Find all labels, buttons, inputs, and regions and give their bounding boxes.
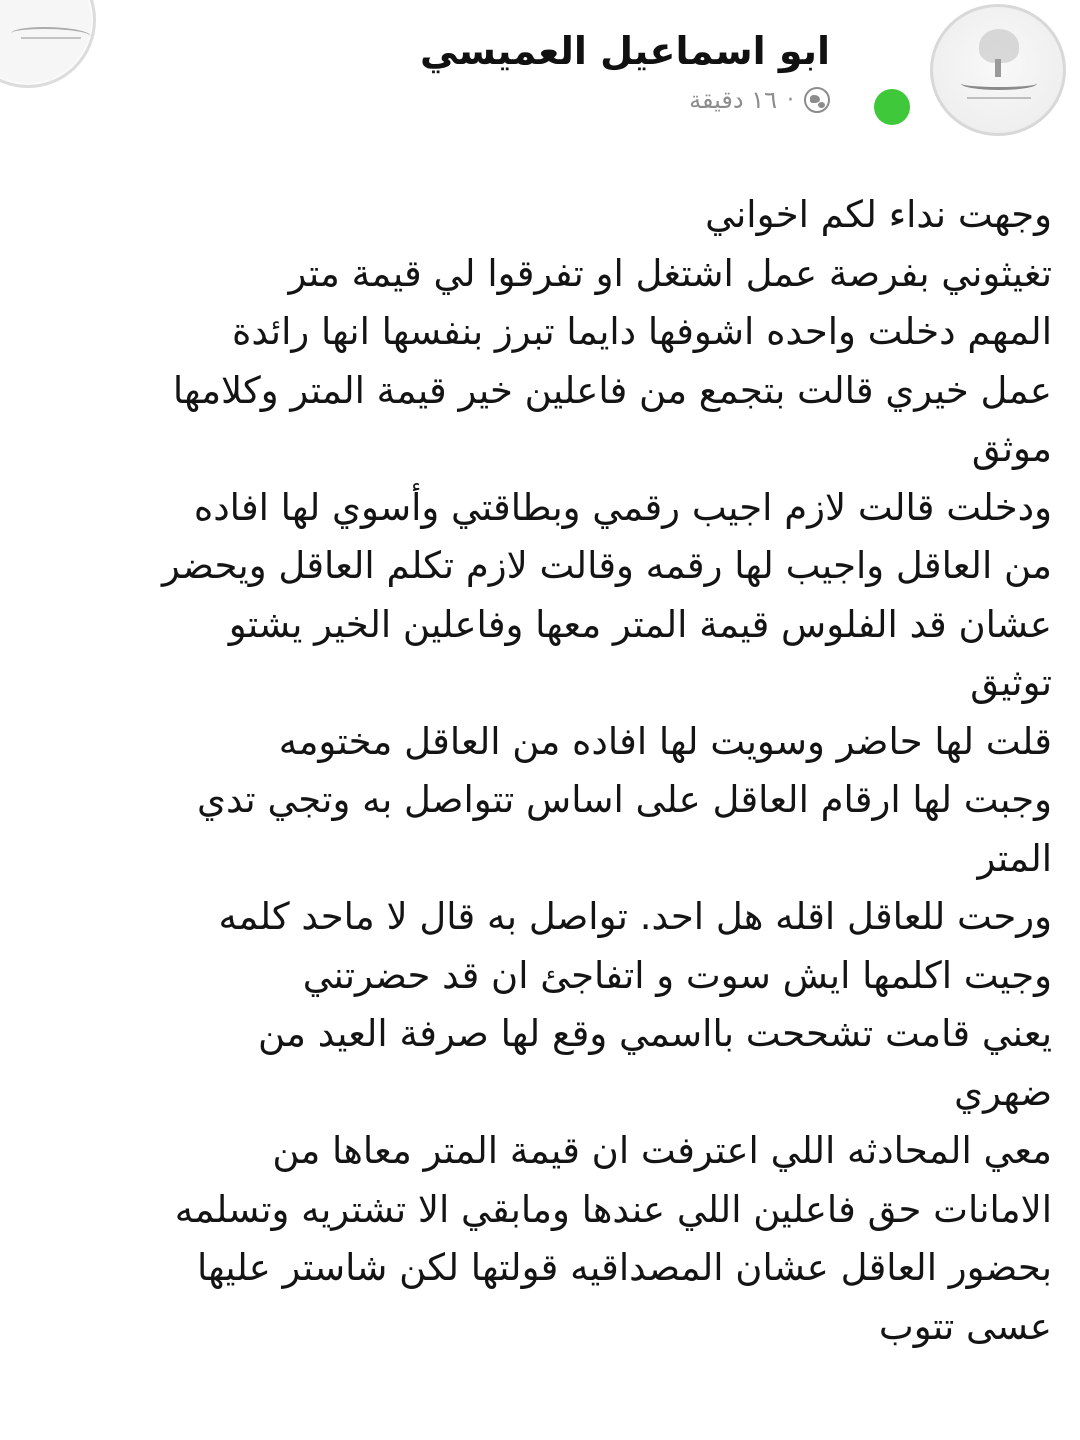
- post-text-line: موثق: [971, 427, 1052, 470]
- author-avatar[interactable]: [930, 4, 1066, 136]
- globe-icon: [804, 87, 830, 113]
- post-text-line: وجيت اكلمها ايش سوت و اتفاجئ ان قد حضرتني: [302, 953, 1052, 997]
- online-status-indicator: [874, 89, 910, 125]
- post-text-line: المتر: [977, 836, 1052, 880]
- post-text-line: عشان قد الفلوس قيمة المتر معها وفاعلين الخير يشتو: [228, 602, 1052, 646]
- meta-separator: ·: [787, 87, 794, 113]
- post-text-line: وجهت نداء لكم اخواني: [705, 193, 1052, 236]
- post-text: [28, 186, 1052, 1356]
- author-name[interactable]: ابو اسماعيل العميسي: [420, 29, 830, 73]
- post-text-line: من العاقل واجيب لها رقمه وقالت لازم تكلم العاقل ويحضر: [162, 544, 1052, 587]
- post-text-line: بحضور العاقل عشان المصداقيه قولتها لكن شاستر عليها: [196, 1246, 1052, 1289]
- post-text-line: المهم دخلت واحده اشوفها دايما تبرز بنفسها انها رائدة: [231, 310, 1052, 353]
- post-text-line: وجبت لها ارقام العاقل على اساس تتواصل به وتجي تدي: [197, 778, 1052, 821]
- post-text-line: عسى تتوب: [878, 1304, 1052, 1348]
- post-text-line: ودخلت قالت لازم اجيب رقمي وبطاقتي وأسوي لها افاده: [193, 485, 1052, 529]
- avatar-boat-shape: [961, 77, 1037, 90]
- post-text-line: ورحت للعاقل اقله هل احد. تواصل به قال لا ماحد كلمه: [218, 895, 1052, 938]
- post-text-line: يعني قامت تشححت بااسمي وقع لها صرفة العيد من: [257, 1012, 1052, 1055]
- avatar-caption-mark: [967, 97, 1031, 99]
- post-meta: [689, 82, 830, 118]
- post-text-line: الامانات حق فاعلين اللي عندها ومابقي الا تشتريه وتسلمه: [174, 1187, 1052, 1231]
- post-text-line: تغيثوني بفرصة عمل اشتغل او تفرقوا لي قيمة متر: [288, 251, 1052, 295]
- post-header: [0, 0, 1080, 170]
- post-text-line: عمل خيري قالت بتجمع من فاعلين خير قيمة المتر وكلامها: [172, 368, 1052, 412]
- post-text-line: ضهري: [954, 1070, 1052, 1114]
- avatar-tree-shape: [979, 29, 1019, 63]
- avatar-tree-trunk: [995, 59, 1001, 77]
- post-text-line: معي المحادثه اللي اعترفت ان قيمة المتر معاها من: [272, 1129, 1052, 1172]
- post-text-line: قلت لها حاضر وسويت لها افاده من العاقل مختومه: [278, 719, 1052, 763]
- post-timestamp[interactable]: ١٦ دقيقة: [689, 86, 777, 114]
- post-text-line: توثيق: [970, 661, 1052, 704]
